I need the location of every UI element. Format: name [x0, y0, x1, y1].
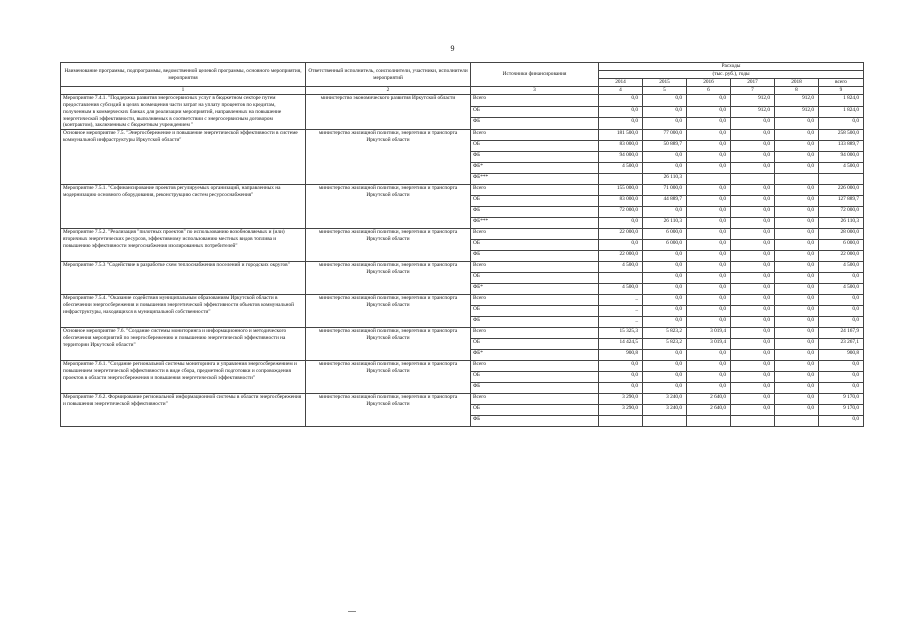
funding-source: ОБ	[471, 405, 599, 416]
amount-cell: 4 500,0	[599, 284, 643, 295]
amount-cell: 1 824,0	[819, 94, 864, 106]
table-row	[61, 229, 864, 240]
activity-name: Основное мероприятие 7.5. "Энергосбережение и повышение энергетической эффективности в системе коммунальной инфраструктуры Иркутской области"	[61, 130, 306, 185]
funding-source: ОБ	[471, 306, 599, 317]
amount-cell: 6 000,0	[643, 229, 687, 240]
amount-cell: 0,0	[775, 284, 819, 295]
amount-cell: 0,0	[599, 240, 643, 251]
amount-cell	[775, 416, 819, 427]
amount-cell: 83 000,0	[599, 196, 643, 207]
amount-cell: 0,0	[687, 196, 731, 207]
amount-cell: 6 000,0	[643, 240, 687, 251]
amount-cell: 4 500,0	[599, 262, 643, 273]
amount-cell: 0,0	[643, 106, 687, 118]
amount-cell: 0,0	[687, 163, 731, 174]
amount-cell: 0,0	[643, 317, 687, 328]
amount-cell: 0,0	[731, 383, 775, 394]
amount-cell: 71 000,0	[643, 185, 687, 196]
year-header: 2016	[687, 79, 731, 87]
amount-cell	[643, 416, 687, 427]
amount-cell: 0,0	[775, 262, 819, 273]
activity-name: Мероприятие 7.5.3 "Содействие в разработке схем теплоснабжения поселений и городских округов"	[61, 262, 306, 295]
funding-source: ОБ	[471, 196, 599, 207]
amount-cell: 0,0	[775, 130, 819, 141]
amount-cell: 2 640,0	[687, 394, 731, 405]
activity-name: Мероприятие 7.6.1. "Создание региональной системы мониторинга и управления энергосбережением и повышением энергетической эффективности в виде сбора, предметной подготовки и сопровождения проектов в области энергосбережения и повышения энергетической эффективности"	[61, 361, 306, 394]
amount-cell: 0,0	[643, 350, 687, 361]
amount-cell: 0,0	[687, 317, 731, 328]
amount-cell: 0,0	[643, 372, 687, 383]
column-number: 5	[643, 87, 687, 95]
amount-cell: 912,0	[731, 106, 775, 118]
table-row	[61, 262, 864, 273]
funding-source: Всего	[471, 130, 599, 141]
table-body	[61, 94, 864, 426]
amount-cell: 3 019,4	[687, 339, 731, 350]
executor: министерство жилищной политики, энергетики и транспорта Иркутской области	[306, 185, 471, 229]
amount-cell: 0,0	[731, 284, 775, 295]
amount-cell: 2 640,0	[687, 405, 731, 416]
amount-cell: _	[599, 306, 643, 317]
amount-cell: 0,0	[687, 207, 731, 218]
funding-source: Всего	[471, 328, 599, 339]
amount-cell: 0,0	[643, 306, 687, 317]
activity-name: Мероприятие 7.5.1. "Софинансирование проектов регулируемых организаций, направленных на модернизацию основного оборудования, реконструкцию систем ресурсоснабжения"	[61, 185, 306, 229]
page-number: 9	[450, 44, 455, 53]
funding-source: ФБ	[471, 251, 599, 262]
amount-cell: 5 823,2	[643, 339, 687, 350]
executor: министерство жилищной политики, энергетики и транспорта Иркутской области	[306, 361, 471, 394]
column-number: 2	[306, 87, 471, 95]
table-row	[61, 394, 864, 405]
amount-cell: 0,0	[687, 130, 731, 141]
column-number: 3	[471, 87, 599, 95]
amount-cell: 0,0	[775, 141, 819, 152]
executor: министерство жилищной политики, энергетики и транспорта Иркутской области	[306, 229, 471, 262]
amount-cell: 0,0	[687, 118, 731, 130]
amount-cell: 0,0	[643, 94, 687, 106]
amount-cell: 900,8	[599, 350, 643, 361]
amount-cell: 0,0	[599, 94, 643, 106]
amount-cell: 0,0	[687, 372, 731, 383]
amount-cell: 3 240,0	[643, 405, 687, 416]
amount-cell: 912,0	[731, 94, 775, 106]
amount-cell: 3 290,0	[599, 405, 643, 416]
amount-cell: 4 500,0	[599, 163, 643, 174]
funding-source: ФБ*	[471, 284, 599, 295]
amount-cell: 0,0	[819, 306, 864, 317]
budget-table	[60, 62, 864, 427]
amount-cell: 0,0	[687, 106, 731, 118]
amount-cell: 0,0	[775, 306, 819, 317]
amount-cell: 0,0	[643, 295, 687, 306]
amount-cell: 0,0	[775, 350, 819, 361]
amount-cell: 0,0	[599, 106, 643, 118]
amount-cell	[775, 174, 819, 185]
amount-cell: 0,0	[687, 306, 731, 317]
amount-cell: 912,0	[775, 94, 819, 106]
funding-source: ФБ	[471, 383, 599, 394]
amount-cell: 0,0	[775, 394, 819, 405]
year-header: 2015	[643, 79, 687, 87]
amount-cell: 50 889,7	[643, 141, 687, 152]
header-executor: Ответственный исполнитель, соисполнители, участники, исполнители мероприятий	[306, 63, 471, 87]
scan-mark	[348, 611, 356, 612]
amount-cell: 0,0	[687, 273, 731, 284]
table-row	[61, 295, 864, 306]
amount-cell: 72 000,0	[599, 207, 643, 218]
amount-cell: 0,0	[731, 196, 775, 207]
amount-cell: 226 000,0	[819, 185, 864, 196]
amount-cell: 28 000,0	[819, 229, 864, 240]
funding-source: ФБ	[471, 152, 599, 163]
amount-cell: 44 889,7	[643, 196, 687, 207]
funding-source: Всего	[471, 361, 599, 372]
funding-source: ФБ*	[471, 350, 599, 361]
column-number: 8	[775, 87, 819, 95]
amount-cell: 181 500,0	[599, 130, 643, 141]
amount-cell: 77 000,0	[643, 130, 687, 141]
amount-cell: 0,0	[775, 372, 819, 383]
amount-cell: 26 110,3	[643, 174, 687, 185]
amount-cell: 72 000,0	[819, 207, 864, 218]
amount-cell: 0,0	[775, 273, 819, 284]
funding-source: ФБ***	[471, 218, 599, 229]
amount-cell: 23 267,1	[819, 339, 864, 350]
amount-cell: 0,0	[775, 240, 819, 251]
amount-cell: 0,0	[599, 383, 643, 394]
amount-cell: 0,0	[731, 152, 775, 163]
amount-cell: 0,0	[731, 130, 775, 141]
amount-cell: 0,0	[775, 295, 819, 306]
column-number: 6	[687, 87, 731, 95]
funding-source: ФБ	[471, 317, 599, 328]
header-units: (тыс. руб.), годы	[599, 71, 864, 79]
amount-cell: 0,0	[687, 284, 731, 295]
funding-source: ОБ	[471, 106, 599, 118]
amount-cell: 14 424,5	[599, 339, 643, 350]
amount-cell: 0,0	[775, 196, 819, 207]
amount-cell: 0,0	[731, 218, 775, 229]
amount-cell: 0,0	[643, 383, 687, 394]
amount-cell: 0,0	[687, 295, 731, 306]
amount-cell: 0,0	[775, 251, 819, 262]
amount-cell	[687, 174, 731, 185]
amount-cell: 0,0	[775, 118, 819, 130]
amount-cell: 0,0	[643, 284, 687, 295]
activity-name: Мероприятие 7.4.1. "Поддержка развития энергосервисных услуг в бюджетном секторе путем предоставления субсидий в целях возмещения части затрат на уплату процентов по кредитам, полученным в коммерческих банках для реализации мероприятий, направленных на повышение энергетической эффективности, выполняемых в соответствии с энергосервисным договором (контрактом), заключенным с бюджетным учреждением "	[61, 94, 306, 129]
amount-cell	[599, 416, 643, 427]
header-sources: Источники финансирования	[471, 63, 599, 87]
amount-cell: 3 240,0	[643, 394, 687, 405]
amount-cell: 0,0	[731, 229, 775, 240]
amount-cell: 0,0	[775, 317, 819, 328]
amount-cell: 0,0	[775, 405, 819, 416]
amount-cell: 1 824,0	[819, 106, 864, 118]
amount-cell: 0,0	[775, 218, 819, 229]
amount-cell: 0,0	[643, 152, 687, 163]
amount-cell	[599, 174, 643, 185]
amount-cell: 0,0	[819, 361, 864, 372]
amount-cell: 0,0	[687, 94, 731, 106]
funding-source: Всего	[471, 94, 599, 106]
amount-cell: 0,0	[599, 218, 643, 229]
year-header: 2014	[599, 79, 643, 87]
funding-source: ОБ	[471, 339, 599, 350]
table-row	[61, 185, 864, 196]
amount-cell: 0,0	[599, 118, 643, 130]
column-number: 7	[731, 87, 775, 95]
amount-cell: 127 889,7	[819, 196, 864, 207]
funding-source: ОБ	[471, 141, 599, 152]
amount-cell: 0,0	[687, 240, 731, 251]
amount-cell: 0,0	[775, 207, 819, 218]
amount-cell: 24 167,9	[819, 328, 864, 339]
amount-cell: 0,0	[731, 163, 775, 174]
amount-cell: 0,0	[819, 295, 864, 306]
amount-cell: 0,0	[731, 251, 775, 262]
activity-name: Мероприятие 7.6.2. Формирование региональной информационной системы в области энергосбережения и повышения энергетической эффективности"	[61, 394, 306, 427]
amount-cell: 0,0	[643, 262, 687, 273]
amount-cell: 0,0	[731, 240, 775, 251]
amount-cell	[731, 416, 775, 427]
funding-source: Всего	[471, 394, 599, 405]
amount-cell: 133 889,7	[819, 141, 864, 152]
amount-cell: 0,0	[731, 317, 775, 328]
funding-source: Всего	[471, 185, 599, 196]
activity-name: Мероприятие 7.5.2. "Реализация "пилотных проектов" по использованию возобновляемых и (или) вторичных энергетических ресурсов, эффективному использованию местных видов топлива и повышению эффективности энергоснабжения изолированных потребителей"	[61, 229, 306, 262]
amount-cell: 0,0	[599, 372, 643, 383]
amount-cell: 9 170,0	[819, 405, 864, 416]
amount-cell: 0,0	[819, 317, 864, 328]
amount-cell: 0,0	[643, 361, 687, 372]
amount-cell: 0,0	[731, 118, 775, 130]
executor: министерство жилищной политики, энергетики и транспорта Иркутской области	[306, 130, 471, 185]
amount-cell: 912,0	[775, 106, 819, 118]
amount-cell: 0,0	[687, 152, 731, 163]
amount-cell: 0,0	[731, 306, 775, 317]
amount-cell: 22 000,0	[819, 251, 864, 262]
amount-cell: 0,0	[819, 273, 864, 284]
amount-cell: 0,0	[731, 361, 775, 372]
amount-cell: 0,0	[687, 218, 731, 229]
amount-cell: 26 110,3	[819, 218, 864, 229]
amount-cell: 22 000,0	[599, 251, 643, 262]
amount-cell: 9 170,0	[819, 394, 864, 405]
executor: министерство жилищной политики, энергетики и транспорта Иркутской области	[306, 262, 471, 295]
amount-cell: 0,0	[775, 339, 819, 350]
table-row	[61, 361, 864, 372]
amount-cell: 0,0	[775, 163, 819, 174]
activity-name: Основное мероприятие 7.6. "Создание системы мониторинга и информационного и методического обеспечения мероприятий по энергосбережению и повышению энергетической эффективности на территории Иркутской области"	[61, 328, 306, 361]
table-row	[61, 130, 864, 141]
amount-cell: 0,0	[819, 383, 864, 394]
amount-cell: 0,0	[643, 163, 687, 174]
amount-cell: 0,0	[687, 141, 731, 152]
executor: министерство жилищной политики, энергетики и транспорта Иркутской области	[306, 394, 471, 427]
amount-cell: 0,0	[731, 394, 775, 405]
amount-cell: 0,0	[731, 339, 775, 350]
funding-source: ОБ	[471, 372, 599, 383]
amount-cell: 0,0	[775, 361, 819, 372]
funding-source: ОБ	[471, 240, 599, 251]
amount-cell: 0,0	[687, 229, 731, 240]
amount-cell: 0,0	[731, 350, 775, 361]
amount-cell: 0,0	[819, 118, 864, 130]
amount-cell: _	[599, 295, 643, 306]
amount-cell: 0,0	[643, 118, 687, 130]
amount-cell: 0,0	[731, 328, 775, 339]
amount-cell: 15 325,3	[599, 328, 643, 339]
funding-source: ФБ	[471, 207, 599, 218]
amount-cell: 26 110,3	[643, 218, 687, 229]
amount-cell: 0,0	[687, 251, 731, 262]
amount-cell: 0,0	[775, 328, 819, 339]
amount-cell: 0,0	[687, 350, 731, 361]
year-header: 2017	[731, 79, 775, 87]
amount-cell: 0,0	[775, 152, 819, 163]
header-program: Наименование программы, подпрограммы, ведомственной целевой программы, основного мероприятия, мероприятия	[61, 63, 306, 87]
column-number-row	[61, 87, 864, 95]
header-expenses: Расходы	[599, 63, 864, 71]
funding-source: Всего	[471, 229, 599, 240]
amount-cell: 0,0	[731, 273, 775, 284]
amount-cell: 0,0	[687, 185, 731, 196]
amount-cell: 0,0	[775, 383, 819, 394]
amount-cell: 0,0	[643, 251, 687, 262]
amount-cell: 0,0	[731, 185, 775, 196]
amount-cell: 0,0	[643, 207, 687, 218]
table-row	[61, 328, 864, 339]
amount-cell: 83 000,0	[599, 141, 643, 152]
amount-cell: 3 019,4	[687, 328, 731, 339]
amount-cell: 0,0	[819, 372, 864, 383]
funding-source: ОБ	[471, 273, 599, 284]
amount-cell: 155 000,0	[599, 185, 643, 196]
amount-cell: 0,0	[731, 262, 775, 273]
amount-cell: 0,0	[731, 372, 775, 383]
amount-cell: 258 500,0	[819, 130, 864, 141]
year-header: 2018	[775, 79, 819, 87]
amount-cell: 0,0	[643, 273, 687, 284]
executor: министерство экономического развития Иркутской области	[306, 94, 471, 129]
funding-source: Всего	[471, 262, 599, 273]
year-header: всего	[819, 79, 864, 87]
amount-cell: 0,0	[599, 361, 643, 372]
amount-cell: 0,0	[731, 405, 775, 416]
table-row	[61, 94, 864, 106]
amount-cell: 5 823,2	[643, 328, 687, 339]
funding-source: ФБ	[471, 416, 599, 427]
amount-cell	[731, 174, 775, 185]
amount-cell: 0,0	[687, 383, 731, 394]
amount-cell: 94 000,0	[819, 152, 864, 163]
amount-cell: _	[599, 317, 643, 328]
amount-cell: 0,0	[731, 207, 775, 218]
amount-cell: 4 500,0	[819, 284, 864, 295]
column-number: 4	[599, 87, 643, 95]
amount-cell: 0,0	[775, 185, 819, 196]
amount-cell: 0,0	[687, 361, 731, 372]
amount-cell: 22 000,0	[599, 229, 643, 240]
executor: министерство жилищной политики, энергетики и транспорта Иркутской области	[306, 328, 471, 361]
funding-source: ФБ	[471, 118, 599, 130]
amount-cell: 94 000,0	[599, 152, 643, 163]
amount-cell: 3 290,0	[599, 394, 643, 405]
amount-cell: 4 500,0	[819, 163, 864, 174]
amount-cell: 900,8	[819, 350, 864, 361]
activity-name: Мероприятие 7.5.4. "Оказание содействия муниципальным образованиям Иркутской области в обеспечении энергосбережения и повышения энергетической эффективности объектов коммунальной инфраструктуры, находящихся в муниципальной собственности"	[61, 295, 306, 328]
amount-cell: 0,0	[775, 229, 819, 240]
amount-cell: 6 000,0	[819, 240, 864, 251]
amount-cell: 0,0	[731, 141, 775, 152]
funding-source: ФБ*	[471, 163, 599, 174]
funding-source: Всего	[471, 295, 599, 306]
amount-cell: 0,0	[731, 295, 775, 306]
amount-cell: 0,0	[687, 262, 731, 273]
column-number: 9	[819, 87, 864, 95]
amount-cell: 4 500,0	[819, 262, 864, 273]
amount-cell	[599, 273, 643, 284]
column-number: 1	[61, 87, 306, 95]
amount-cell	[687, 416, 731, 427]
executor: министерство жилищной политики, энергетики и транспорта Иркутской области	[306, 295, 471, 328]
amount-cell	[819, 174, 864, 185]
funding-source: ФБ***	[471, 174, 599, 185]
amount-cell: 0,0	[819, 416, 864, 427]
